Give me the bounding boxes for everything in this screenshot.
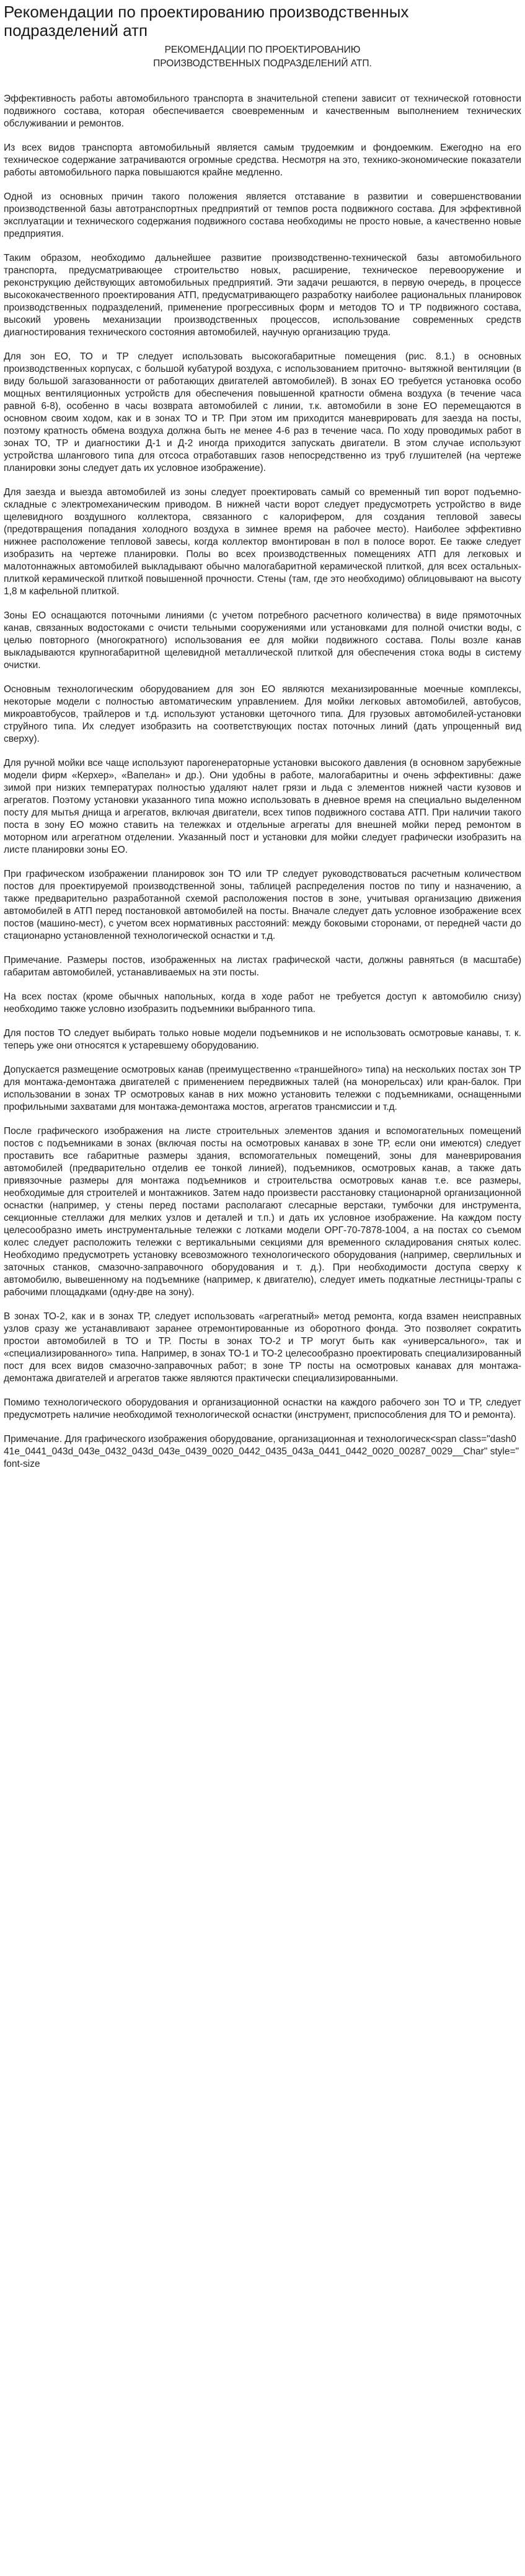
paragraph-12: На всех постах (кроме обычных напольных, когда в ходе работ не требуется доступ к автомобилю снизу) необходимо также условно изобразить подъемники выбранного типа. [4,991,521,1014]
paragraph-7: Зоны ЕО оснащаются поточными линиями (с учетом потребного расчетного количества) в виде прямоточных канав, связанных водостоками с очисти тельными сооружениями или установками для полной очистки воды, с целью повторного (многократного) использования ее для мойки подвижного состава. Полы возле канав выкладываются крупногабаритной щелевидной металлической плиткой для обеспечения стока воды в систему очистки. [4,610,521,670]
paragraph-8: Основным технологическим оборудованием для зон ЕО являются механизированные моечные комплексы, некоторые модели с полностью автоматическим управлением. Для мойки легковых автомобилей, автобусов, микроавтобусов, трайлеров и т.д. используют установки щеточного типа. Для грузовых автомобилей-установки струйного типа. Их следует изобразить на соответствующих постах поточных линий (дать упрощенный вид сверху). [4,684,521,744]
paragraph-3: Одной из основных причин такого положения является отставание в развитии и совершенствовании производственной базы автотранспортных предприятий от темпов роста подвижного состава. Для эффективной эксплуатации и технического содержания подвижного состава необходимы не просто новые, а качественно новые предприятия. [4,191,521,239]
paragraph-9: Для ручной мойки все чаще используют парогенераторные установки высокого давления (в основном зарубежные модели фирм «Керхер», «Вапелан» и др.). Они удобны в работе, малогабаритны и очень эффективны: даже зимой при низких температурах полностью удаляют налет грязи и льда с элементов нижней части кузовов и агрегатов. Поэтому установки указанного типа можно использовать в дневное время на специально выделенном посту для мытья днища и агрегатов, включая двигатели, всех типов подвижного состава АТП. При наличии такого поста в зону ЕО можно ставить на тележках и отдельные агрегаты для внешней мойки перед ремонтом в моторном или агрегатном отделении. Указанный пост и установки для мойки следует графически изобразить на листе планировки зоны ЕО. [4,758,521,855]
page-title: Рекомендации по проектированию производственных подразделений атп [4,2,409,40]
paragraph-11: Примечание. Размеры постов, изображенных на листах графической части, должны равняться (в масштабе) габаритам автомобилей, устанавливаемых на эти посты. [4,955,521,978]
paragraph-13: Для постов ТО следует выбирать только новые модели подъемников и не использовать осмотровые канавы, т. к. теперь уже они относятся к устаревшему оборудованию. [4,1028,521,1051]
paragraph-1: Эффективность работы автомобильного транспорта в значительной степени зависит от технической готовности подвижного состава, которая обеспечивается своевременным и качественным выполнением технических обслуживании и ремонтов. [4,94,521,129]
paragraph-5: Для зон ЕО, ТО и ТР следует использовать высокогабаритные помещения (рис. 8.1.) в основных производственных корпусах, с большой кубатурой воздуха, с использованием приточно- вытяжной вентиляции (в виду большой загазованности от работающих двигателей автомобилей). В зонах ЕО требуется установка особо мощных вентиляционных устройств для обеспечения повышенной кратности обмена воздуха (в течение часа равной 6-8), особенно в часы возврата автомобилей с линии, т.к. автомобили в зоне ЕО перемещаются в основном своим ходом, как и в зонах ТО и ТР. При этом им приходится маневрировать для заезда на посты, поэтому кратность обмена воздуха должна быть не менее 4-6 раз в течение часа. По ходу проводимых работ в зонах ТО, ТР и диагностики Д-1 и Д-2 иногда приходится запускать двигатели. В этом случае используют устройства шлангового типа для отсоса отработавших газов непосредственно из труб глушителей (на чертеже планировки зоны следует дать их условное изображение). [4,351,521,473]
paragraph-15: После графического изображения на листе строительных элементов здания и вспомогательных помещений постов с подъемниками в зонах (включая посты на осмотровых канавах в зоне ТР, если они имеются) следует проставить все габаритные размеры здания, вспомогательных помещений, зоны для маневрирования автомобилей (предварительно отделив ее тонкой линией), подъемников, осмотровых канав, а также дать привязочные размеры для монтажа подъемников и строительства осмотровых канав т.е. все размеры, необходимые для строителей и монтажников. Затем надо произвести расстановку стационарной организационной оснастки (например, у стены перед постами располагают слесарные верстаки, тумбочки для инструмента, секционные стеллажи для мелких узлов и деталей и т.п.) и дать их условное изображение. На каждом посту целесообразно иметь инструментальные тележки с лотками модели ОРГ-70-7878-1004, а на постах со съемом колес следует расположить тележки с вертикальными секциями для временного складирования снятых колес. Необходимо предусмотреть установку всевозможного технологического оборудования (например, сверлильных и заточных станков, смазочно-заправочного оборудования и т. д.). При необходимости доступа сверху к автомобилю, вывешенному на подъемнике (например, к двигателю), следует иметь подкатные лестницы-трапы с рабочими площадками (одну-две на зону). [4,1126,521,1298]
paragraph-14: Допускается размещение осмотровых канав (преимущественно «траншейного» типа) на нескольких постах зон ТР для монтажа-демонтажа двигателей с применением передвижных талей (на монорельсах) или кран-балок. При использовании в зонах ТР осмотровых канав в них можно установить тележки с подъемниками, оснащенными профильными захватами для монтажа-демонтажа мостов, агрегатов трансмиссии и т.д. [4,1065,521,1112]
paragraph-10: При графическом изображении планировок зон ТО или ТР следует руководствоваться расчетным количеством постов для проектируемой производственной зоны, таблицей распределения постов по типу и назначению, а также предварительно разработанной схемой расположения постов в зоне, учитывая организацию движения автомобилей в АТП перед постановкой автомобилей на посты. Вначале следует дать условное изображение всех постов (машино-мест), с учетом всех нормативных расстояний: между боковыми сторонами, от передней части до стационарно установленной технологической оснастки и т.д. [4,869,521,941]
paragraph-17: Помимо технологического оборудования и организационной оснастки на каждого рабочего зон ТО и ТР, следует предусмотреть наличие необходимой технологической оснастки (инструмент, приспособления для ТО и ремонта). [4,1397,521,1420]
paragraph-2: Из всех видов транспорта автомобильный является самым трудоемким и фондоемким. Ежегодно на его техническое содержание затрачиваются огромные средства. Несмотря на это, технико-экономические показатели работы автомобильного парка повышаются крайне медленно. [4,143,521,178]
paragraph-6: Для заезда и выезда автомобилей из зоны следует проектировать самый со временный тип ворот подъемно-складные с электромеханическим приводом. В нижней части ворот следует предусмотреть устройство в виде щелевидного воздушного коллектора, связанного с калорифером, для создания тепловой завесы (предотвращения попадания холодного воздуха в зимнее время на рабочее место). Наиболее эффективно нижнее расположение тепловой завесы, когда коллектор вмонтирован в пол в полосе ворот. Ее также следует изобразить на чертеже планировки. Полы во всех производственных помещениях АТП для легковых и малотоннажных автомобилей выкладывают обычно малогабаритной керамической плиткой, для всех остальных-плиткой керамической плиткой повышенной прочности. Стены (там, где это необходимо) облицовывают на высоту 1,8 м кафельной плиткой. [4,487,521,597]
paragraph-16: В зонах ТО-2, как и в зонах ТР, следует использовать «агрегатный» метод ремонта, когда взамен неисправных узлов сразу же устанавливают заранее отремонтированные из оборотного фонда. Это позволяет сократить простои автомобилей в ТО и ТР. Посты в зонах ТО-2 и ТР могут быть как «универсального», так и «специализированного» типа. Например, в зонах ТО-1 и ТО-2 целесообразно проектировать специализированный пост для всех видов смазочно-заправочных работ; в зоне ТР посты на осмотровых канавах для монтажа-демонтажа двигателей и агрегатов также являются практически специализированными. [4,1311,521,1384]
paragraph-4: Таким образом, необходимо дальнейшее развитие производственно-технической базы автомобильного транспорта, предусматривающее строительство новых, расширение, техническое перевооружение и реконструкцию действующих автомобильных предприятий. Эти задачи решаются, в первую очередь, в процессе высококачественного проектирования АТП, предусматривающего разработку наиболее рациональных планировок производственных подразделений, применение прогрессивных форм и методов ТО и ТР подвижного состава, высокий уровень механизации производственных процессов, использование современных средств диагностирования технического состояния автомобилей, научную организацию труда. [4,253,521,338]
document-heading: РЕКОМЕНДАЦИИ ПО ПРОЕКТИРОВАНИЮ ПРОИЗВОДСТВЕННЫХ ПОДРАЗДЕЛЕНИЙ АТП. [153,45,372,69]
paragraph-18-truncated: Примечание. Для графического изображения оборудование, организационная и технологическ<span class="dash041e_0441_043d_043e_0432_043d_043e_0439_0020_0442_0435_043a_0441_0442_0020_00287_0029__Char" style=" font-size [4,1434,519,1469]
